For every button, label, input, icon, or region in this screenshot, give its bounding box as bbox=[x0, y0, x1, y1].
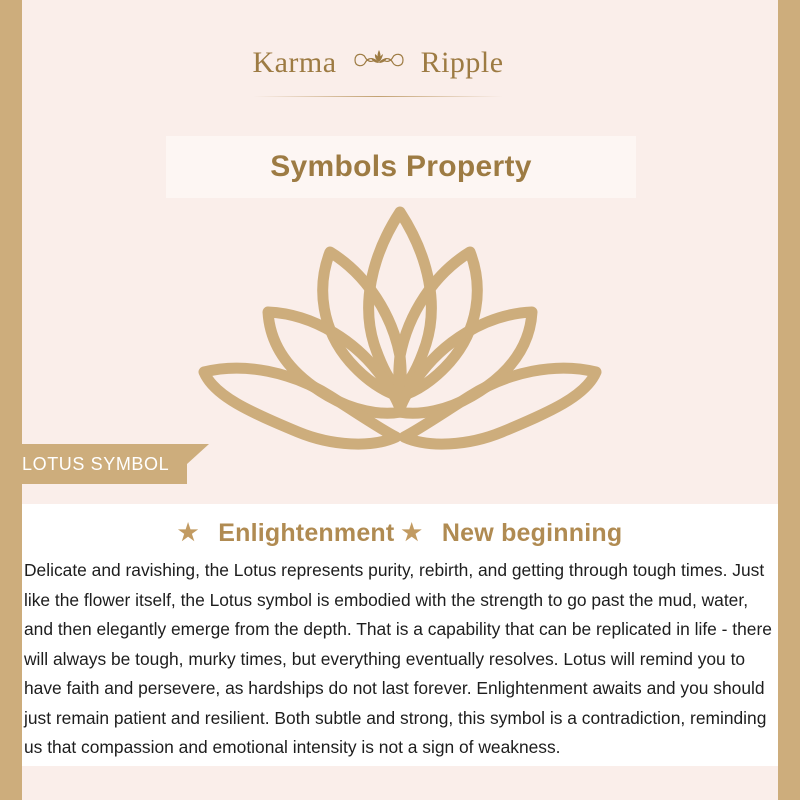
lotus-symbol-ribbon bbox=[0, 444, 209, 484]
left-accent-band bbox=[0, 0, 22, 800]
headline-keyword-two: New beginning bbox=[441, 519, 623, 547]
brand-lockup bbox=[0, 44, 756, 80]
ribbon-body bbox=[0, 444, 187, 484]
ribbon-tail bbox=[187, 444, 209, 484]
lotus-icon bbox=[180, 196, 620, 466]
star-icon-right: ★ bbox=[401, 519, 423, 545]
ribbon-label: LOTUS SYMBOL bbox=[22, 453, 170, 474]
lotus-infinity-icon bbox=[351, 46, 407, 80]
brand-word-right: Ripple bbox=[420, 46, 504, 80]
brand-divider bbox=[253, 96, 503, 97]
brand-name bbox=[252, 44, 503, 80]
page-title-plaque bbox=[166, 136, 636, 198]
right-accent-band bbox=[778, 0, 800, 800]
body-paragraph: Delicate and ravishing, the Lotus represents purity, rebirth, and getting through tough times. Just like the flower itself, the Lotus symbol is embodied with the strength to go past the mud, water, and then elegantly emerge from the depth. That is a capability that can be replicated in life - there will always be tough, murky times, but everything eventually resolves. Lotus will remind you to have faith and persevere, as hardships do not last forever. Enlightenment awaits and you should just remain patient and resilient. Both subtle and strong, this symbol is a contradiction, reminding us that compassion and emotional intensity is not a sign of weakness. bbox=[24, 560, 772, 757]
headline bbox=[22, 519, 778, 548]
page-title: Symbols Property bbox=[270, 150, 532, 183]
star-icon-left: ★ bbox=[177, 519, 199, 545]
headline-keyword-one: Enlightenment bbox=[218, 519, 395, 547]
brand-word-left: Karma bbox=[252, 46, 337, 80]
